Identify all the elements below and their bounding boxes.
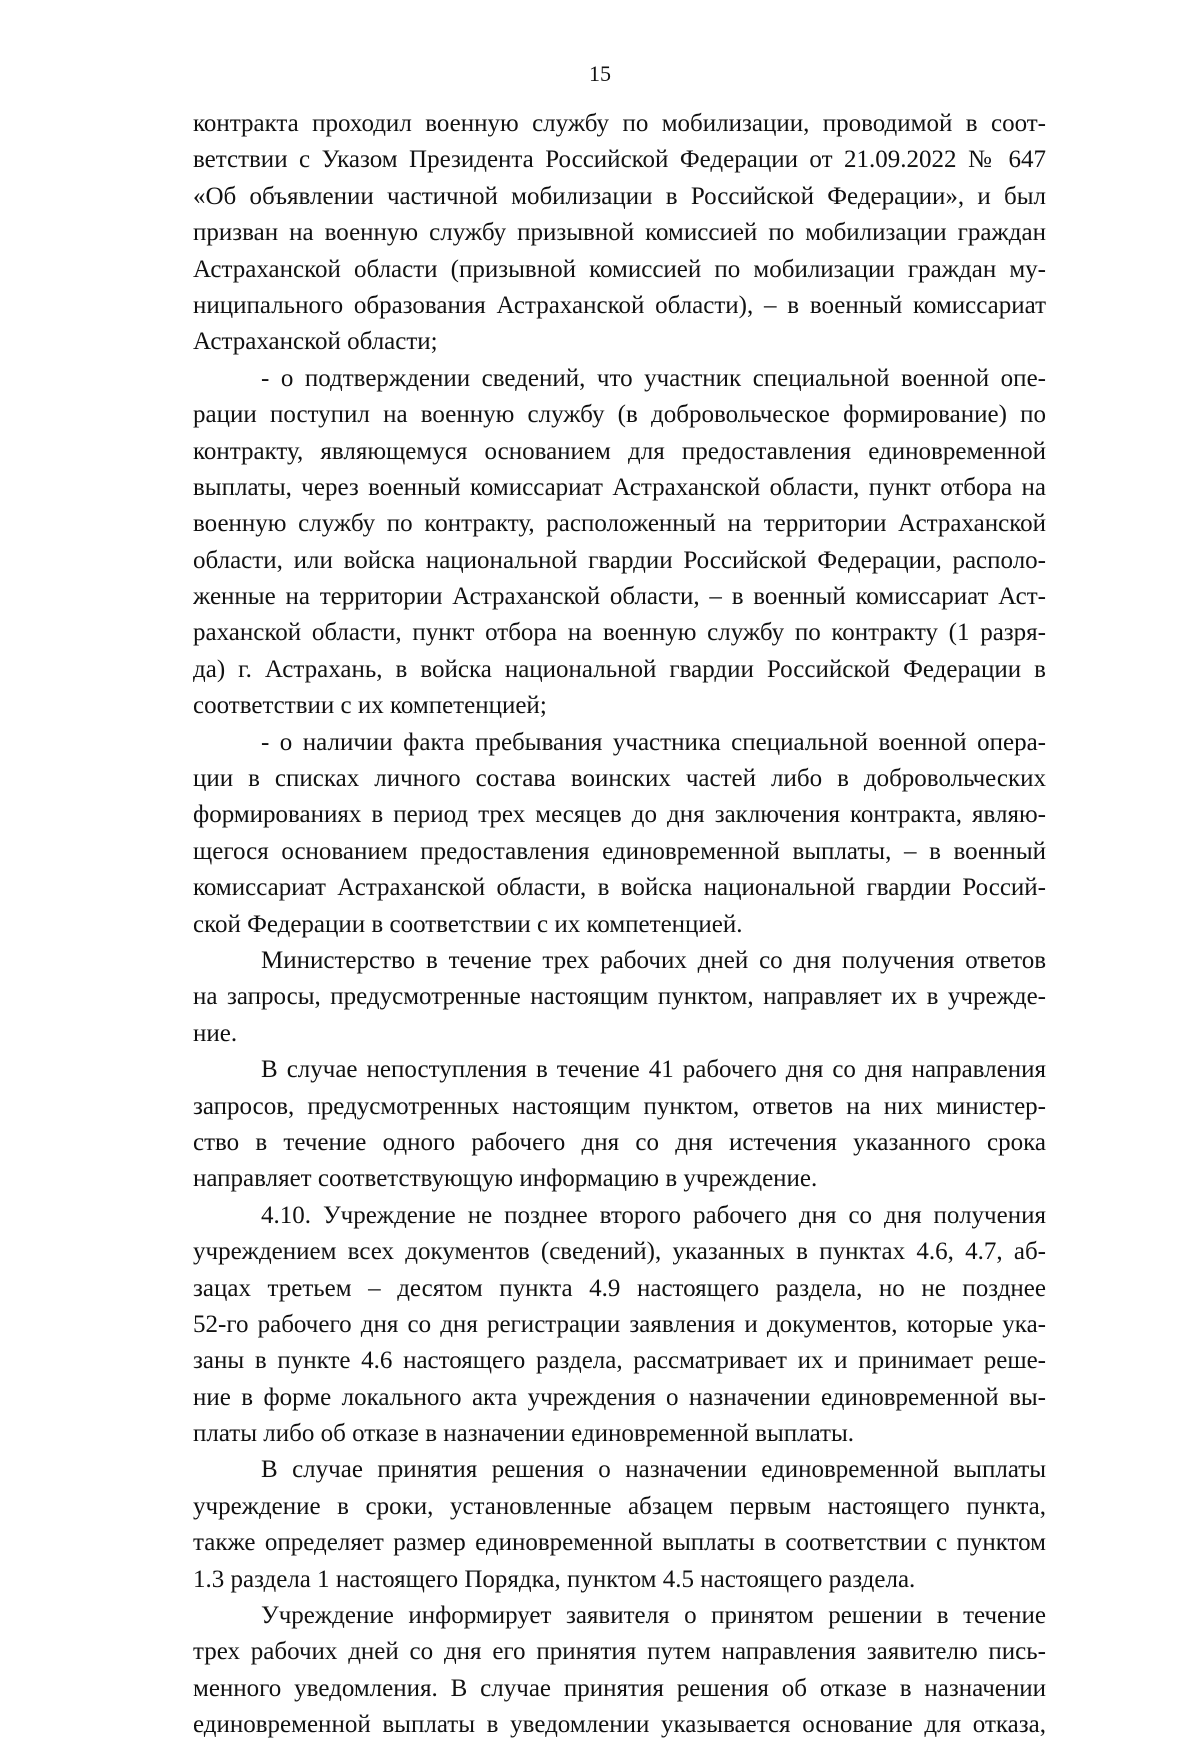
page-number: 15 <box>589 61 611 86</box>
text-line: В случае непоступления в течение 41 рабочего дня со дня направления <box>261 1056 1046 1084</box>
text-line: ние в форме локального акта учреждения о назначении единовременной вы- <box>193 1383 1046 1411</box>
text-line: 1.3 раздела 1 настоящего Порядка, пунктом 4.5 настоящего раздела. <box>193 1565 916 1593</box>
text-line: Астраханской области; <box>193 328 438 356</box>
text-line: Астраханской области (призывной комиссией по мобилизации граждан му- <box>193 255 1046 283</box>
text-line: учреждение в сроки, установленные абзацем первым настоящего пункта, <box>193 1492 1046 1520</box>
text-line: контракту, являющемуся основанием для предоставления единовременной <box>193 437 1046 465</box>
text-line: ции в списках личного состава воинских частей либо в добровольческих <box>193 765 1046 793</box>
text-line: ской Федерации в соответствии с их компетенцией. <box>193 910 743 938</box>
text-line: 52-го рабочего дня со дня регистрации заявления и документов, которые ука- <box>193 1310 1046 1338</box>
text-line: заны в пункте 4.6 настоящего раздела, рассматривает их и принимает реше- <box>193 1347 1046 1375</box>
text-line: ветствии с Указом Президента Российской Федерации от 21.09.2022 № 647 <box>193 146 1046 174</box>
text-line: области, или войска национальной гвардии Российской Федерации, располо- <box>193 546 1046 574</box>
text-line: запросов, предусмотренных настоящим пунктом, ответов на них министер- <box>193 1092 1046 1120</box>
text-line: формированиях в период трех месяцев до дня заключения контракта, являю- <box>193 801 1046 829</box>
text-line: менного уведомления. В случае принятия решения об отказе в назначении <box>193 1674 1046 1702</box>
text-line: щегося основанием предоставления единовременной выплаты, – в военный <box>193 837 1046 865</box>
text-line: ство в течение одного рабочего дня со дня истечения указанного срока <box>193 1128 1046 1156</box>
text-line: также определяет размер единовременной выплаты в соответствии с пунктом <box>193 1529 1046 1557</box>
text-line: комиссариат Астраханской области, в войска национальной гвардии Россий- <box>193 874 1046 902</box>
text-line: да) г. Астрахань, в войска национальной гвардии Российской Федерации в <box>193 655 1046 683</box>
text-line: учреждением всех документов (сведений), указанных в пунктах 4.6, 4.7, аб- <box>193 1238 1046 1266</box>
text-line: военную службу по контракту, расположенный на территории Астраханской <box>193 510 1046 538</box>
text-line: призван на военную службу призывной комиссией по мобилизации граждан <box>193 219 1046 247</box>
text-line: - о наличии факта пребывания участника специальной военной опера- <box>261 728 1046 756</box>
text-line: выплаты, через военный комиссариат Астраханской области, пункт отбора на <box>193 473 1046 501</box>
document-body <box>193 106 1046 1744</box>
text-line: Учреждение информирует заявителя о принятом решении в течение <box>261 1602 1046 1630</box>
text-line: ние. <box>193 1019 238 1047</box>
text-line: женные на территории Астраханской области, – в военный комиссариат Аст- <box>193 583 1046 611</box>
text-line: В случае принятия решения о назначении единовременной выплаты <box>261 1456 1046 1484</box>
text-line: на запросы, предусмотренные настоящим пунктом, направляет их в учрежде- <box>193 983 1046 1011</box>
text-line: соответствии с их компетенцией; <box>193 692 547 720</box>
text-line: направляет соответствующую информацию в учреждение. <box>193 1165 818 1193</box>
text-line: Министерство в течение трех рабочих дней со дня получения ответов <box>261 946 1046 974</box>
text-line: «Об объявлении частичной мобилизации в Российской Федерации», и был <box>193 182 1046 210</box>
text-line: контракта проходил военную службу по мобилизации, проводимой в соот- <box>193 110 1046 137</box>
text-line: трех рабочих дней со дня его принятия путем направления заявителю пись- <box>193 1638 1046 1666</box>
text-line: - о подтверждении сведений, что участник специальной военной опе- <box>261 364 1046 392</box>
text-line: единовременной выплаты в уведомлении указывается основание для отказа, <box>193 1711 1046 1739</box>
text-line: 4.10. Учреждение не позднее второго рабочего дня со дня получения <box>261 1201 1046 1229</box>
text-line: рации поступил на военную службу (в добровольческое формирование) по <box>193 401 1046 429</box>
text-line: ниципального образования Астраханской области), – в военный комиссариат <box>193 291 1046 319</box>
text-line: платы либо об отказе в назначении единовременной выплаты. <box>193 1420 855 1448</box>
text-line: раханской области, пункт отбора на военную службу по контракту (1 разря- <box>193 619 1046 647</box>
text-line: зацах третьем – десятом пункта 4.9 настоящего раздела, но не позднее <box>193 1274 1046 1302</box>
